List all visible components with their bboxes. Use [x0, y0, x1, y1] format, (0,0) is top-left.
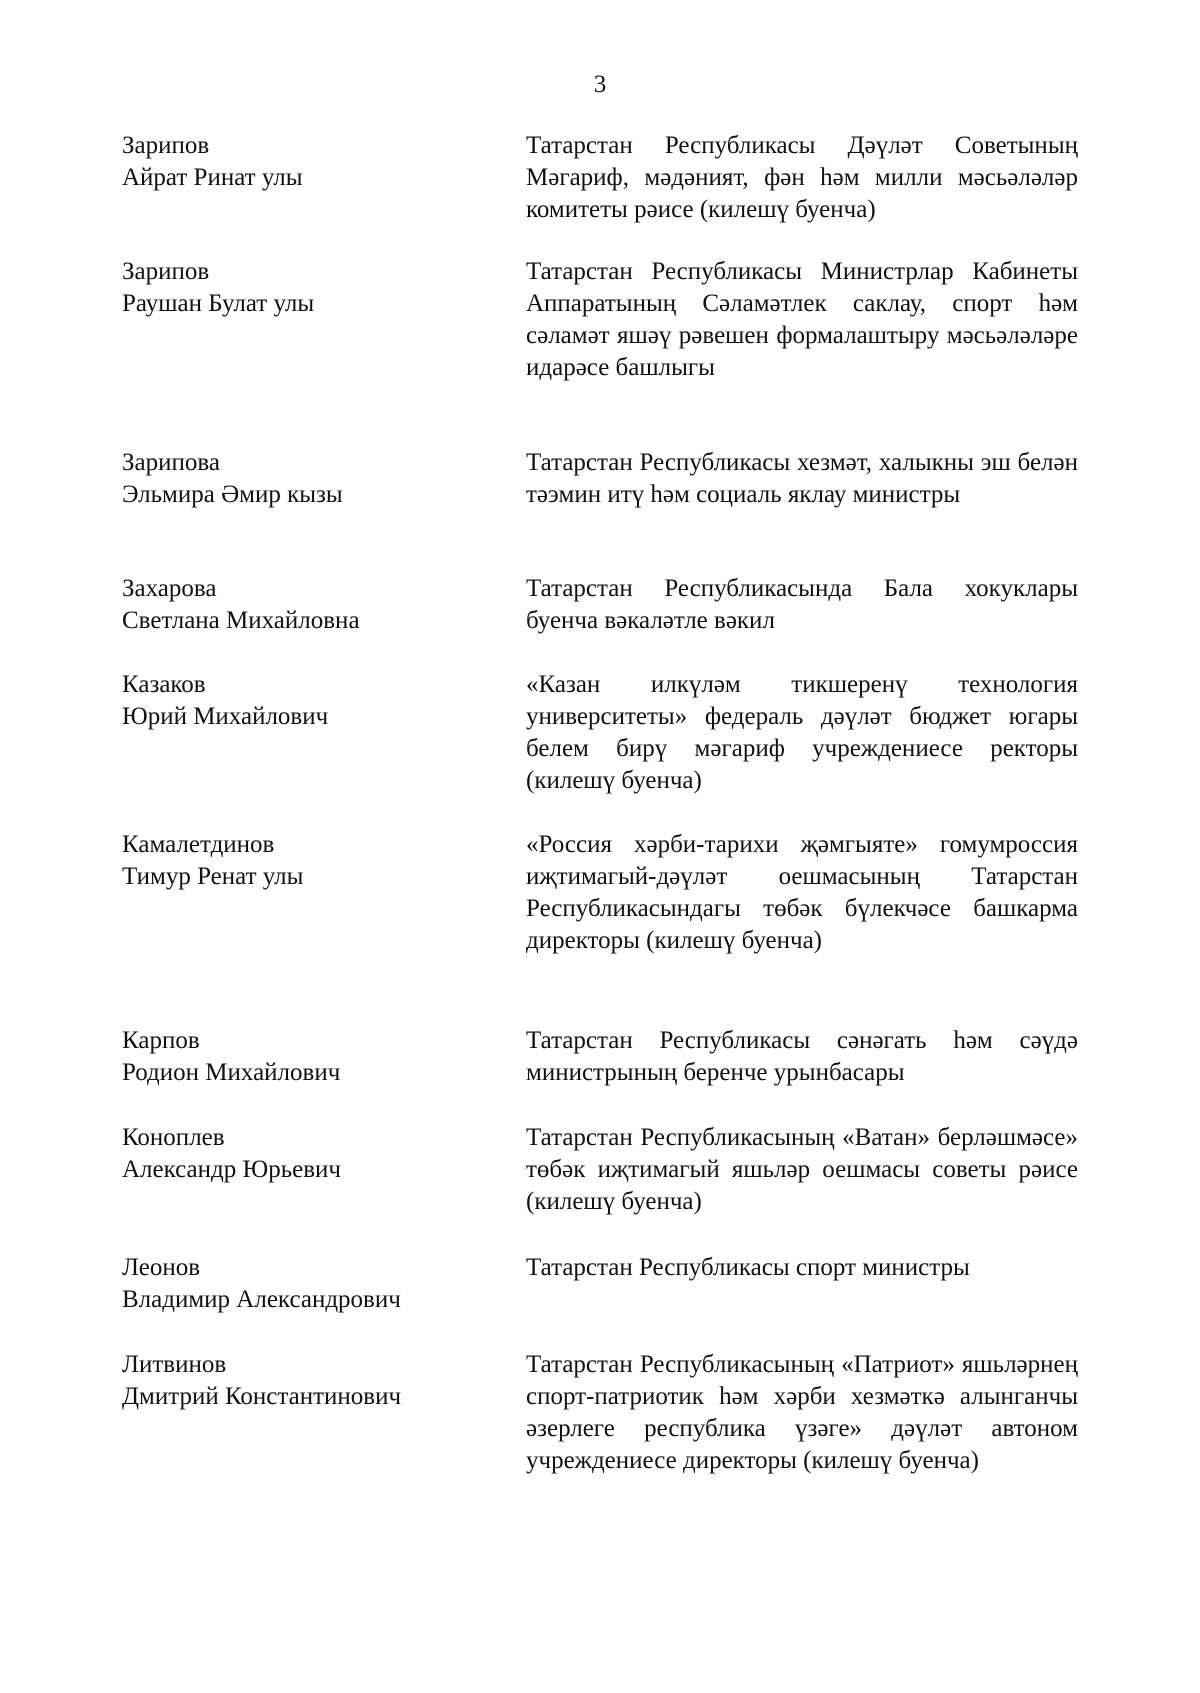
member-given-name: Дмитрий Константинович — [122, 1383, 402, 1410]
member-surname: Литвинов — [122, 1351, 227, 1378]
member-position: Татарстан Республикасы Дәүләт Советының Мәгариф, мәдәният, фән һәм милли мәсьәләләр комитеты рәисе (килешү буенча) — [526, 132, 1078, 223]
member-position: Татарстан Республикасының «Патриот» яшьләрнең спорт-патриотик һәм хәрби хезмәткә алынганчы әзерлеге республика үзәге» дәүләт автоном учреждениесе директоры (килешү буенча) — [526, 1351, 1078, 1474]
member-given-name: Тимур Ренат улы — [122, 863, 304, 890]
member-surname: Зарипова — [122, 449, 220, 476]
member-name — [122, 447, 512, 511]
member-name — [122, 1252, 512, 1316]
member-name — [122, 1025, 512, 1089]
member-surname: Зарипов — [122, 132, 210, 159]
member-surname: Зарипов — [122, 258, 210, 285]
member-position: Татарстан Республикасы спорт министры — [526, 1254, 970, 1281]
member-surname: Леонов — [122, 1254, 201, 1281]
member-given-name: Юрий Михайлович — [122, 703, 329, 730]
member-given-name: Эльмира Әмир кызы — [122, 481, 343, 508]
member-given-name: Айрат Ринат улы — [122, 164, 303, 191]
member-name — [122, 1349, 512, 1413]
member-name — [122, 1122, 512, 1186]
member-surname: Карпов — [122, 1027, 200, 1054]
member-position: Татарстан Республикасы хезмәт, халыкны эш белән тәэмин итү һәм социаль яклау министры — [526, 449, 1078, 508]
member-given-name: Светлана Михайловна — [122, 607, 360, 634]
member-name — [122, 573, 512, 637]
member-position: Татарстан Республикасында Бала хокуклары буенча вәкаләтле вәкил — [526, 575, 1078, 634]
member-name — [122, 130, 512, 194]
member-surname: Захарова — [122, 575, 217, 602]
member-given-name: Родион Михайлович — [122, 1059, 341, 1086]
member-surname: Камалетдинов — [122, 831, 275, 858]
member-name — [122, 669, 512, 733]
member-surname: Казаков — [122, 671, 206, 698]
member-position: «Казан илкүләм тикшеренү технология университеты» федераль дәүләт бюджет югары белем бирү мәгариф учреждениесе ректоры (килешү буенча) — [526, 671, 1078, 794]
member-position: Татарстан Республикасы сәнәгать һәм сәүдә министрының беренче урынбасары — [526, 1027, 1078, 1086]
member-given-name: Раушан Булат улы — [122, 290, 315, 317]
member-position: Татарстан Республикасының «Ватан» берләшмәсе» төбәк иҗтимагый яшьләр оешмасы советы рәисе (килешү буенча) — [526, 1124, 1078, 1215]
member-name — [122, 256, 512, 320]
member-name — [122, 829, 512, 893]
page-number: 3 — [593, 71, 607, 98]
member-position: «Россия хәрби-тарихи җәмгыяте» гомумроссия иҗтимагый-дәүләт оешмасының Татарстан Республикасындагы төбәк бүлекчәсе башкарма директоры (килешү буенча) — [526, 831, 1078, 954]
member-position: Татарстан Республикасы Министрлар Кабинеты Аппаратының Сәламәтлек саклау, спорт һәм сәламәт яшәү рәвешен формалаштыру мәсьәләләре идарәсе башлыгы — [526, 258, 1078, 381]
member-given-name: Александр Юрьевич — [122, 1156, 341, 1183]
member-surname: Коноплев — [122, 1124, 225, 1151]
member-given-name: Владимир Александрович — [122, 1286, 401, 1313]
